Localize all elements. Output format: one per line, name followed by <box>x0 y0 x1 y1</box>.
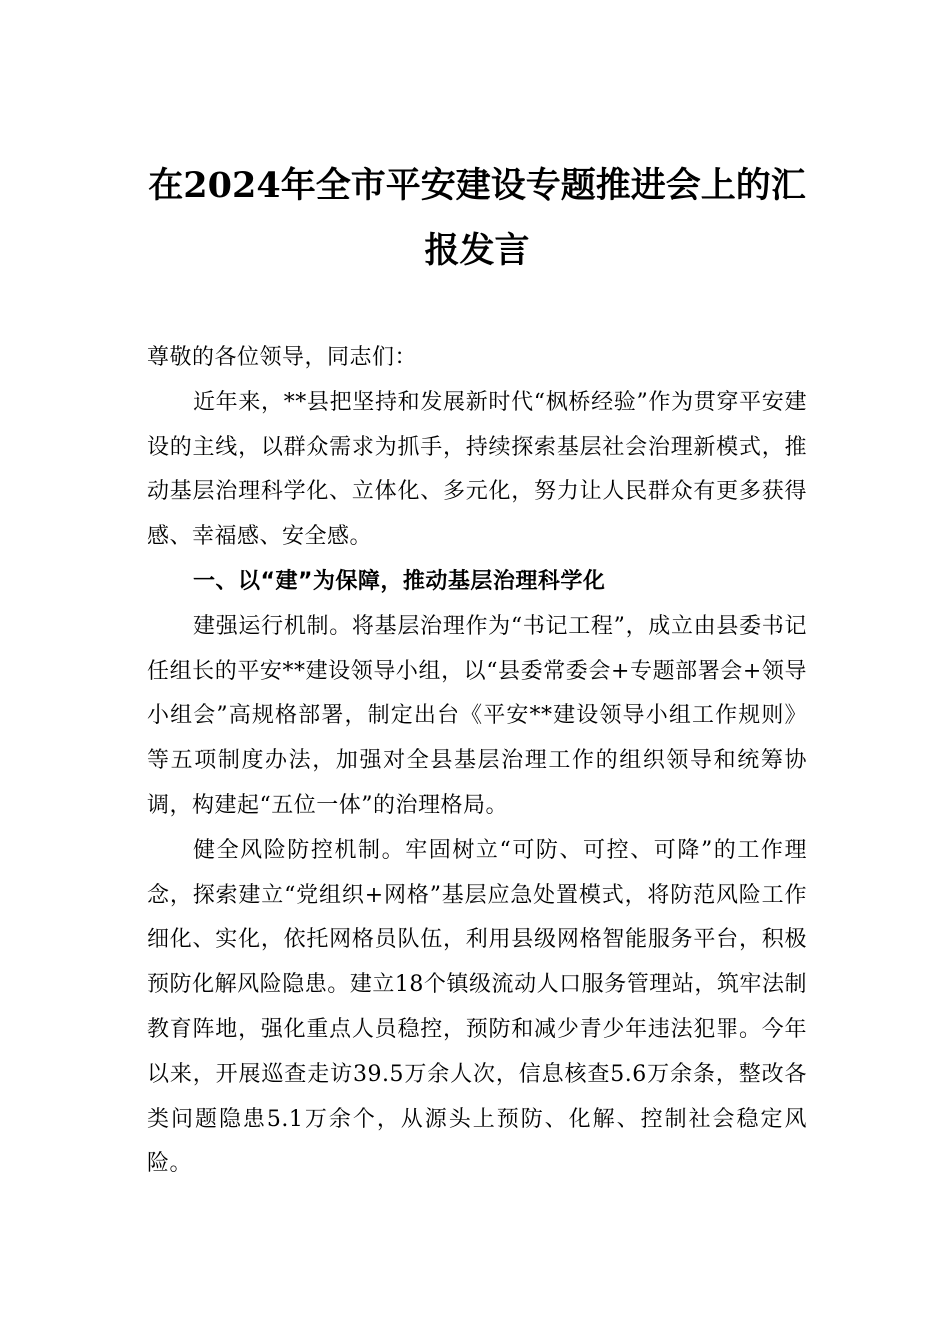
intro-paragraph: 近年来，**县把坚持和发展新时代“枫桥经验”作为贯穿平安建设的主线，以群众需求为抓手，持续探索基层社会治理新模式，推动基层治理科学化、立体化、多元化，努力让人民群众有更多获得感、幸福感、安全感。 <box>147 389 807 550</box>
body-paragraph: 建强运行机制。将基层治理作为“书记工程”，成立由县委书记任组长的平安**建设领导小组，以“县委常委会+专题部署会+领导小组会”高规格部署，制定出台《平安**建设领导小组工作规则》等五项制度办法，加强对全县基层治理工作的组织领导和统筹协调，构建起“五位一体”的治理格局。 <box>147 613 807 818</box>
document-title-line-1: 在2024年全市平安建设专题推进会上的汇 <box>148 165 806 206</box>
document-body <box>147 336 807 1187</box>
body-paragraph: 健全风险防控机制。牢固树立“可防、可控、可降”的工作理念，探索建立“党组织+网格”基层应急处置模式，将防范风险工作细化、实化，依托网格员队伍，利用县级网格智能服务平台，积极预防化解风险隐患。建立18个镇级流动人口服务管理站，筑牢法制教育阵地，强化重点人员稳控，预防和减少青少年违法犯罪。今年以来，开展巡查走访39.5万余人次，信息核查5.6万余条，整改各类问题隐患5.1万余个，从源头上预防、化解、控制社会稳定风险。 <box>147 837 807 1177</box>
section-heading: 一、以“建”为保障，推动基层治理科学化 <box>193 568 606 594</box>
salutation: 尊敬的各位领导，同志们： <box>147 345 418 370</box>
document-title-line-2: 报发言 <box>424 230 530 271</box>
